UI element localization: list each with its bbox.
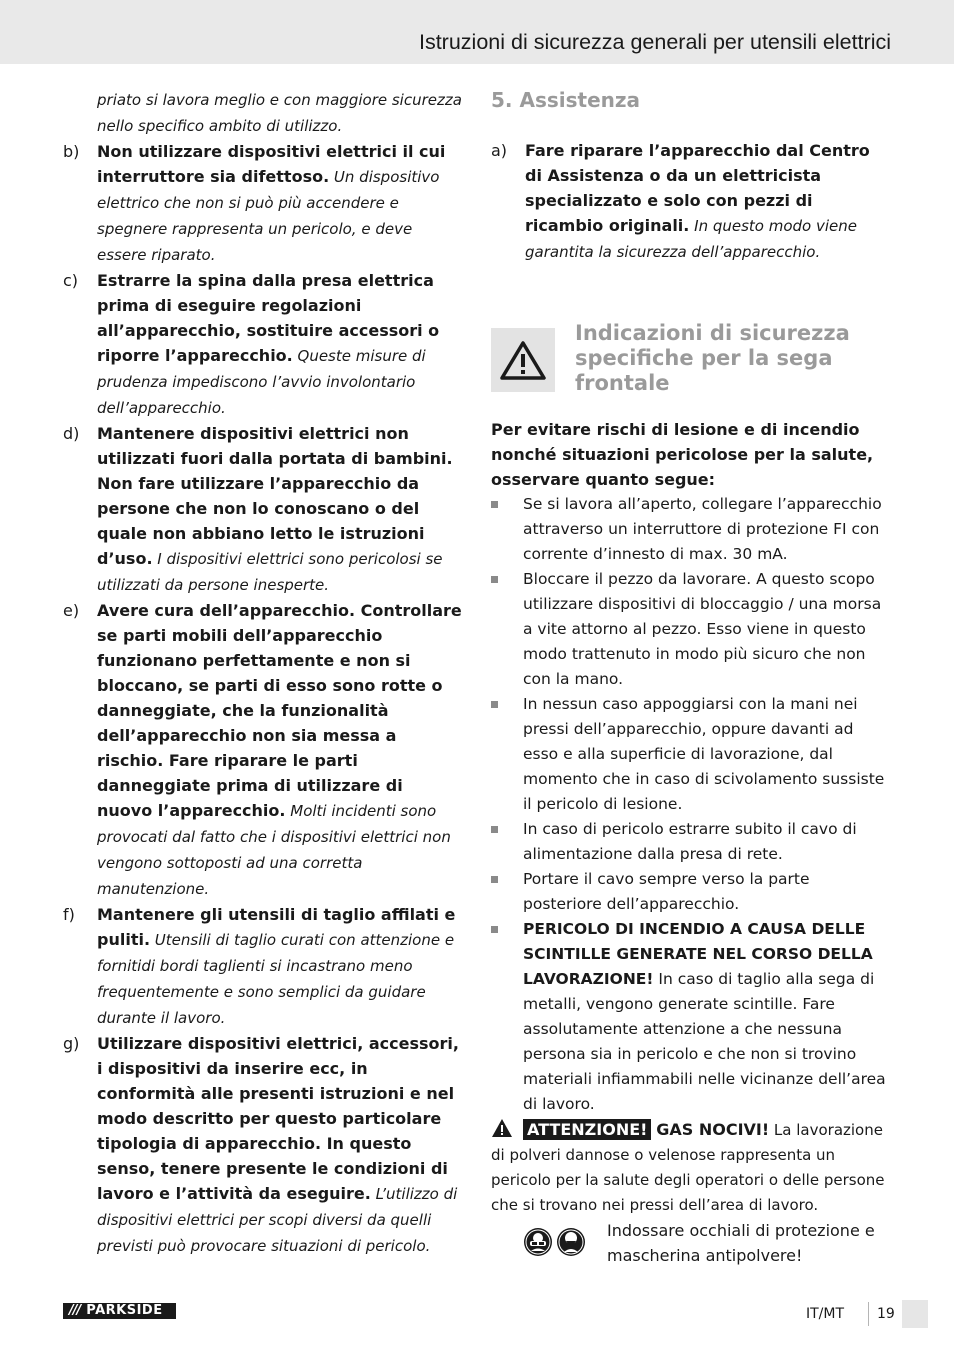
intro-paragraph — [63, 87, 463, 139]
bullet-square-icon — [491, 876, 498, 883]
fire-warning-caps: PERICOLO DI INCENDIO A CAUSA DELLE SCINTILLE GENERATE NEL CORSO DELLA LAVORAZIONE! — [523, 920, 873, 988]
bullet-item — [491, 567, 891, 692]
ppe-icons — [523, 1227, 586, 1257]
safety-goggles-icon — [523, 1227, 553, 1257]
item-italic: L’utilizzo di dispositivi elettrici per scopi diversi da quelli previsti può provocare situazioni di pericolo. — [97, 1185, 458, 1255]
item-label: c) — [63, 271, 79, 290]
warning-heading: Indicazioni di sicurezza specifiche per la sega frontale — [575, 321, 850, 395]
list-item — [63, 421, 463, 598]
item-label: g) — [63, 1034, 80, 1053]
item-bold: Mantenere gli utensili di taglio affilati e puliti. — [97, 905, 456, 949]
bullet-square-icon — [491, 926, 498, 933]
bullet-square-icon — [491, 501, 498, 508]
attention-text: La lavorazione di polveri dannose o velenose rappresenta un pericolo per la salute degli operatori o delle persone che si trovano nei pressi dell’area di lavoro. — [491, 1121, 885, 1214]
page-number: 19 — [877, 1306, 895, 1322]
list-item — [63, 902, 463, 1031]
item-bold: Non utilizzare dispositivi elettrici il cui interruttore sia difettoso. — [97, 142, 446, 186]
bullet-square-icon — [491, 701, 498, 708]
right-column — [491, 87, 891, 1268]
lead-paragraph: Per evitare rischi di lesione e di incendio nonché situazioni pericolose per la salute, osservare quanto segue: — [491, 420, 874, 489]
parkside-logo — [63, 1303, 176, 1319]
item-italic: In questo modo viene garantita la sicurezza dell’apparecchio. — [525, 217, 858, 261]
item-bold: Utilizzare dispositivi elettrici, accessori, i dispositivi da inserire ecc, in conformità alle presenti istruzioni e nel modo descritto per questo particolare tipologia di apparecchio. In questo senso, tenere presente le condizioni di lavoro e l’attività da eseguire. — [97, 1034, 459, 1203]
gas-warning: GAS NOCIVI! — [656, 1120, 770, 1139]
footer-tab — [902, 1300, 928, 1328]
language-code: IT/MT — [806, 1306, 845, 1322]
item-bold: Estrarre la spina dalla presa elettrica prima di eseguire regolazioni all’apparecchio, sostituire accessori o riporre l’apparecchio. — [97, 271, 440, 365]
ppe-text: Indossare occhiali di protezione e mascherina antipolvere! — [607, 1221, 875, 1265]
item-label: d) — [63, 424, 80, 443]
item-label: f) — [63, 905, 75, 924]
left-column — [63, 87, 463, 1259]
bullet-square-icon — [491, 576, 498, 583]
item-label: b) — [63, 142, 80, 161]
item-bold: Mantenere dispositivi elettrici non utilizzati fuori dalla portata di bambini. Non fare utilizzare l’apparecchio da persone che non lo conoscano o del quale non abbiano letto le istruzioni d’uso. — [97, 424, 453, 568]
list-item — [63, 1031, 463, 1259]
page-title: Istruzioni di sicurezza generali per utensili elettrici — [418, 30, 891, 54]
bullet-item — [491, 817, 891, 867]
intro-italic: priato si lavora meglio e con maggiore sicurezza nello specifico ambito di utilizzo. — [97, 91, 462, 135]
bullet-item — [491, 867, 891, 917]
item-label: a) — [491, 141, 508, 160]
logo-slashes: /// — [69, 1303, 81, 1318]
item-italic: Molti incidenti sono provocati dal fatto che i dispositivi elettrici non vengono sottoposti ad una corretta manutenzione. — [97, 802, 451, 898]
page-header — [0, 0, 954, 64]
bullet-item — [491, 692, 891, 817]
bullet-text: Portare il cavo sempre verso la parte posteriore dell’apparecchio. — [523, 870, 810, 913]
bullet-item-fire — [491, 917, 891, 1117]
assist-item — [491, 138, 891, 265]
item-italic: Queste misure di prudenza impediscono l’avvio involontario dell’apparecchio. — [97, 347, 426, 417]
footer-divider — [868, 1302, 869, 1326]
attention-notice — [491, 1117, 891, 1218]
list-item — [63, 268, 463, 421]
item-italic: Un dispositivo elettrico che non si può più accendere e spegnere rappresenta un pericolo, e deve essere riparato. — [97, 168, 440, 264]
bullet-square-icon — [491, 826, 498, 833]
ppe-notice — [491, 1218, 891, 1268]
section-title-assistenza: 5. Assistenza — [491, 88, 641, 112]
item-label: e) — [63, 601, 80, 620]
logo-brand: PARKSIDE — [86, 1303, 163, 1318]
bullet-text: Se si lavora all’aperto, collegare l’apparecchio attraverso un interruttore di protezione FI con corrente d’innesto di max. 30 mA. — [523, 495, 882, 563]
bullet-text: In caso di pericolo estrarre subito il cavo di alimentazione dalla presa di rete. — [523, 820, 857, 863]
attention-badge: ATTENZIONE! — [523, 1119, 651, 1140]
item-italic: I dispositivi elettrici sono pericolosi se utilizzati da persone inesperte. — [97, 550, 443, 594]
bullet-text: In nessun caso appoggiarsi con la mani nei pressi dell’apparecchio, oppure davanti ad esso e alla superficie di lavorazione, dal momento che in caso di scivolamento sussiste il pericolo di lesione. — [523, 695, 885, 813]
item-bold: Avere cura dell’apparecchio. Controllare se parti mobili dell’apparecchio funzionano perfettamente e non si bloccano, se parti di esso sono rotte o danneggiate, che la funzionalità dell’apparecchio non sia messa a rischio. Fare riparare le parti danneggiate prima di utilizzare di nuovo l’apparecchio. — [97, 601, 462, 820]
warning-section-header — [491, 321, 891, 395]
dust-mask-icon — [556, 1227, 586, 1257]
bullet-item — [491, 492, 891, 567]
item-italic: Utensili di taglio curati con attenzione e fornitidi bordi taglienti si incastrano meno frequentemente e sono semplici da guidare durante il lavoro. — [97, 931, 455, 1027]
fire-warning-text: In caso di taglio alla sega di metalli, vengono generate scintille. Fare assolutamente attenzione a che nessuna persona sia in pericolo e che non si trovino materiali infiammabili nelle vicinanze dell’area di lavoro. — [523, 970, 886, 1113]
bullet-text: Bloccare il pezzo da lavorare. A questo scopo utilizzare dispositivi di bloccaggio / una morsa a vite attorno al pezzo. Esso viene in questo modo trattenuto in modo più sicuro che non con la mano. — [523, 570, 882, 688]
list-item — [63, 598, 463, 902]
warning-triangle-icon — [491, 328, 555, 392]
small-warning-icon — [491, 1118, 513, 1138]
item-bold: Fare riparare l’apparecchio dal Centro di Assistenza o da un elettricista specializzato e solo con pezzi di ricambio originali. — [525, 141, 870, 235]
list-item — [63, 139, 463, 268]
